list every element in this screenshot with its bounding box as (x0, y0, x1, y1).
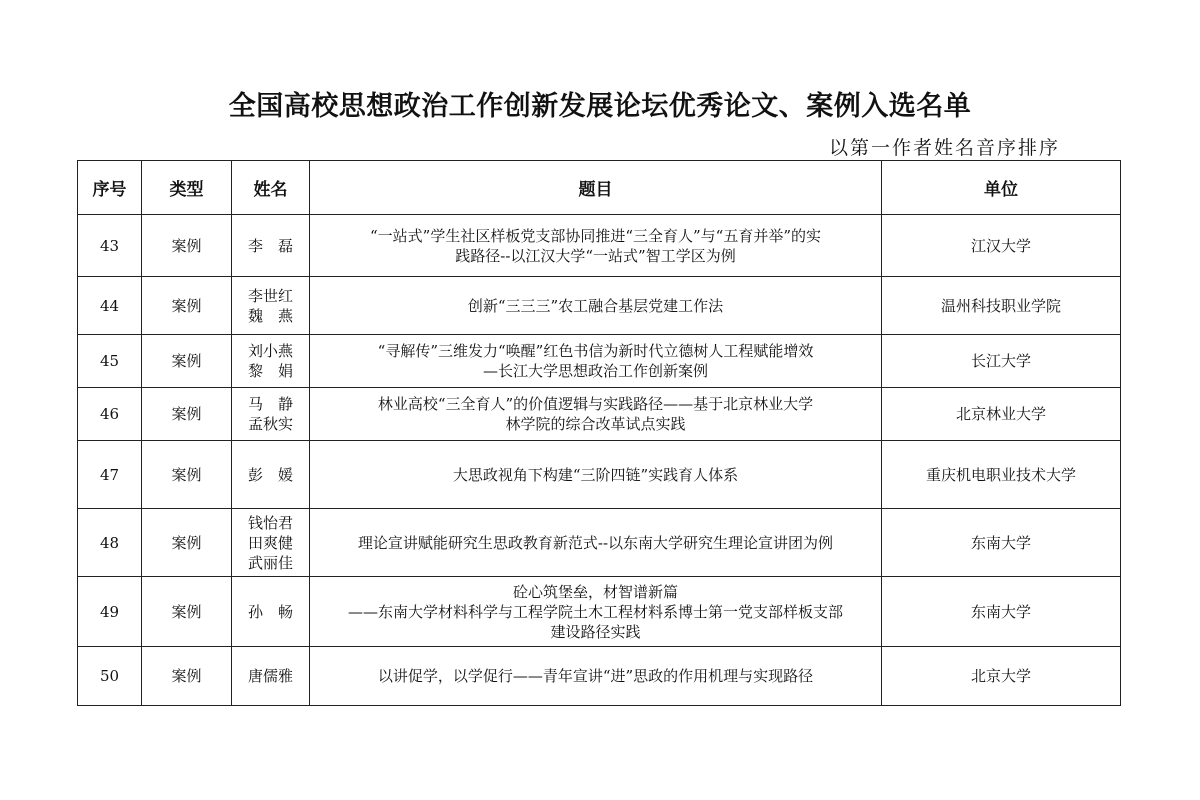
table-row (78, 577, 1121, 647)
cell-number: 44 (78, 277, 142, 335)
topic-line: “一站式”学生社区样板党支部协同推进“三全育人”与“五育并举”的实 (369, 226, 821, 245)
cell-unit: 东南大学 (882, 509, 1121, 577)
cell-topic (310, 215, 882, 277)
author-name: 黎 娟 (247, 362, 293, 380)
cell-names (232, 647, 310, 706)
topic-line: 砼心筑堡垒，材智谱新篇 (512, 582, 678, 601)
table-row (78, 441, 1121, 509)
cell-unit: 北京林业大学 (882, 388, 1121, 441)
author-name: 李世红 (247, 286, 293, 305)
table-row (78, 509, 1121, 577)
cell-topic (310, 509, 882, 577)
author-name: 田爽健 (247, 533, 293, 552)
cell-unit: 北京大学 (882, 647, 1121, 706)
cell-type: 案例 (142, 577, 232, 647)
cell-names (232, 335, 310, 388)
cell-unit: 长江大学 (882, 335, 1121, 388)
cell-type: 案例 (142, 509, 232, 577)
cell-number: 50 (78, 647, 142, 706)
header-name: 姓名 (232, 161, 310, 215)
topic-line: 林学院的综合改革试点实践 (505, 415, 686, 433)
cell-topic (310, 647, 882, 706)
table-header-row (78, 161, 1121, 215)
author-name: 李 磊 (247, 236, 293, 255)
topic-line: —长江大学思想政治工作创新案例 (482, 362, 708, 380)
author-name: 唐儒雅 (247, 667, 293, 685)
topic-line: 创新“三三三”农工融合基层党建工作法 (467, 296, 724, 315)
author-name: 刘小燕 (247, 342, 293, 360)
table-row (78, 277, 1121, 335)
cell-number: 47 (78, 441, 142, 509)
selection-table (77, 160, 1121, 706)
sort-note: 以第一作者姓名音序排序 (828, 137, 1060, 159)
table-row (78, 215, 1121, 277)
cell-type: 案例 (142, 215, 232, 277)
topic-line: 理论宣讲赋能研究生思政教育新范式--以东南大学研究生理论宣讲团为例 (357, 533, 834, 552)
cell-number: 48 (78, 509, 142, 577)
topic-line: “寻解传”三维发力“唤醒”红色书信为新时代立德树人工程赋能增效 (377, 342, 814, 360)
author-name: 孙 畅 (247, 602, 293, 621)
author-name: 魏 燕 (247, 306, 293, 325)
header-type: 类型 (142, 161, 232, 215)
cell-type: 案例 (142, 388, 232, 441)
author-name: 钱怡君 (247, 513, 293, 532)
topic-line: 大思政视角下构建“三阶四链”实践育人体系 (452, 465, 739, 484)
cell-names (232, 388, 310, 441)
cell-topic (310, 277, 882, 335)
cell-names (232, 509, 310, 577)
cell-topic (310, 335, 882, 388)
cell-type: 案例 (142, 441, 232, 509)
cell-type: 案例 (142, 647, 232, 706)
table-row (78, 647, 1121, 706)
table-row (78, 388, 1121, 441)
cell-names (232, 577, 310, 647)
cell-names (232, 441, 310, 509)
cell-topic (310, 441, 882, 509)
topic-line: 林业高校“三全育人”的价值逻辑与实践路径——基于北京林业大学 (377, 395, 814, 413)
page-title: 全国高校思想政治工作创新发展论坛优秀论文、案例入选名单 (228, 91, 972, 122)
cell-unit: 温州科技职业学院 (882, 277, 1121, 335)
topic-line: 践路径--以江汉大学“一站式”智工学区为例 (455, 246, 736, 265)
header-number: 序号 (78, 161, 142, 215)
header-topic: 题目 (310, 161, 882, 215)
cell-unit: 东南大学 (882, 577, 1121, 647)
author-name: 武丽佳 (247, 553, 293, 572)
topic-line: 以讲促学，以学促行——青年宣讲“进”思政的作用机理与实现路径 (377, 667, 814, 685)
cell-topic (310, 577, 882, 647)
topic-line: 建设路径实践 (550, 622, 641, 641)
cell-unit: 江汉大学 (882, 215, 1121, 277)
cell-number: 49 (78, 577, 142, 647)
topic-line: ——东南大学材料科学与工程学院土木工程材料系博士第一党支部样板支部 (347, 602, 843, 621)
cell-type: 案例 (142, 335, 232, 388)
cell-type: 案例 (142, 277, 232, 335)
cell-names (232, 277, 310, 335)
author-name: 孟秋实 (247, 415, 293, 433)
author-name: 彭 媛 (247, 465, 293, 484)
table-row (78, 335, 1121, 388)
cell-number: 45 (78, 335, 142, 388)
cell-number: 43 (78, 215, 142, 277)
author-name: 马 静 (247, 395, 293, 413)
cell-unit: 重庆机电职业技术大学 (882, 441, 1121, 509)
header-unit: 单位 (882, 161, 1121, 215)
cell-number: 46 (78, 388, 142, 441)
cell-names (232, 215, 310, 277)
cell-topic (310, 388, 882, 441)
